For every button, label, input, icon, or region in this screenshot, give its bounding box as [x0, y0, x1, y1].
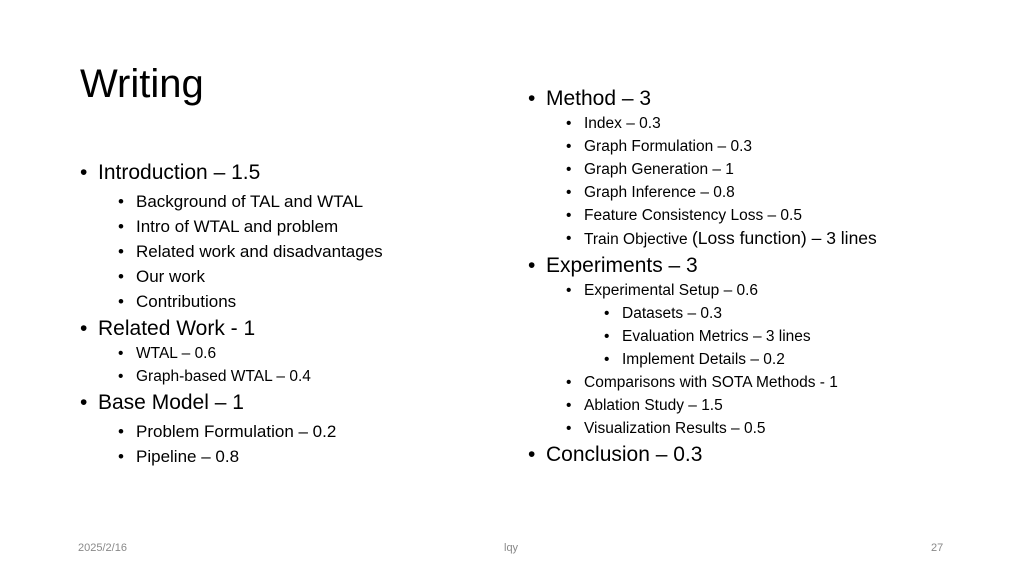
sub-bullet: • Index – 0.3	[528, 112, 998, 135]
right-bullet-column	[528, 86, 998, 468]
sub-bullet: • Background of TAL and WTAL	[80, 189, 500, 214]
sub-bullet: • Problem Formulation – 0.2	[80, 419, 500, 444]
sub-bullet: • Graph Generation – 1	[528, 158, 998, 181]
sub-bullet: • Graph Inference – 0.8	[528, 181, 998, 204]
train-objective-label: Train Objective	[584, 231, 692, 248]
sub-bullet: • Intro of WTAL and problem	[80, 214, 500, 239]
sub-bullet: • Contributions	[80, 289, 500, 314]
footer-date: 2025/2/16	[78, 542, 127, 554]
sub-bullet: • Related work and disadvantages	[80, 239, 500, 264]
sub-bullet: • Graph Formulation – 0.3	[528, 135, 998, 158]
bullet-base-model: • Base Model – 1	[80, 390, 500, 416]
bullet-related-work: • Related Work - 1	[80, 316, 500, 342]
bullet-experiments: • Experiments – 3	[528, 253, 998, 279]
bullet-introduction: • Introduction – 1.5	[80, 160, 500, 186]
bullet-conclusion: • Conclusion – 0.3	[528, 442, 998, 468]
left-bullet-column	[80, 160, 500, 469]
sub-bullet: • Our work	[80, 264, 500, 289]
sub-bullet: • WTAL – 0.6	[80, 342, 500, 365]
train-objective-detail: (Loss function) – 3 lines	[691, 228, 877, 248]
sub-bullet: • Experimental Setup – 0.6	[528, 279, 998, 302]
sub-sub-bullet: • Implement Details – 0.2	[528, 348, 998, 371]
slide-title: Writing	[80, 62, 204, 106]
sub-bullet: • Graph-based WTAL – 0.4	[80, 365, 500, 388]
sub-bullet: • Ablation Study – 1.5	[528, 394, 998, 417]
sub-bullet: • Visualization Results – 0.5	[528, 417, 998, 440]
footer-author: lqy	[504, 542, 519, 554]
sub-sub-bullet: • Datasets – 0.3	[528, 302, 998, 325]
footer-page-number: 27	[931, 542, 944, 554]
sub-bullet: • Feature Consistency Loss – 0.5	[528, 204, 998, 227]
sub-bullet: • Pipeline – 0.8	[80, 444, 500, 469]
sub-bullet-train-objective	[528, 227, 998, 251]
sub-bullet: • Comparisons with SOTA Methods - 1	[528, 371, 998, 394]
sub-sub-bullet: • Evaluation Metrics – 3 lines	[528, 325, 998, 348]
bullet-method: • Method – 3	[528, 86, 998, 112]
